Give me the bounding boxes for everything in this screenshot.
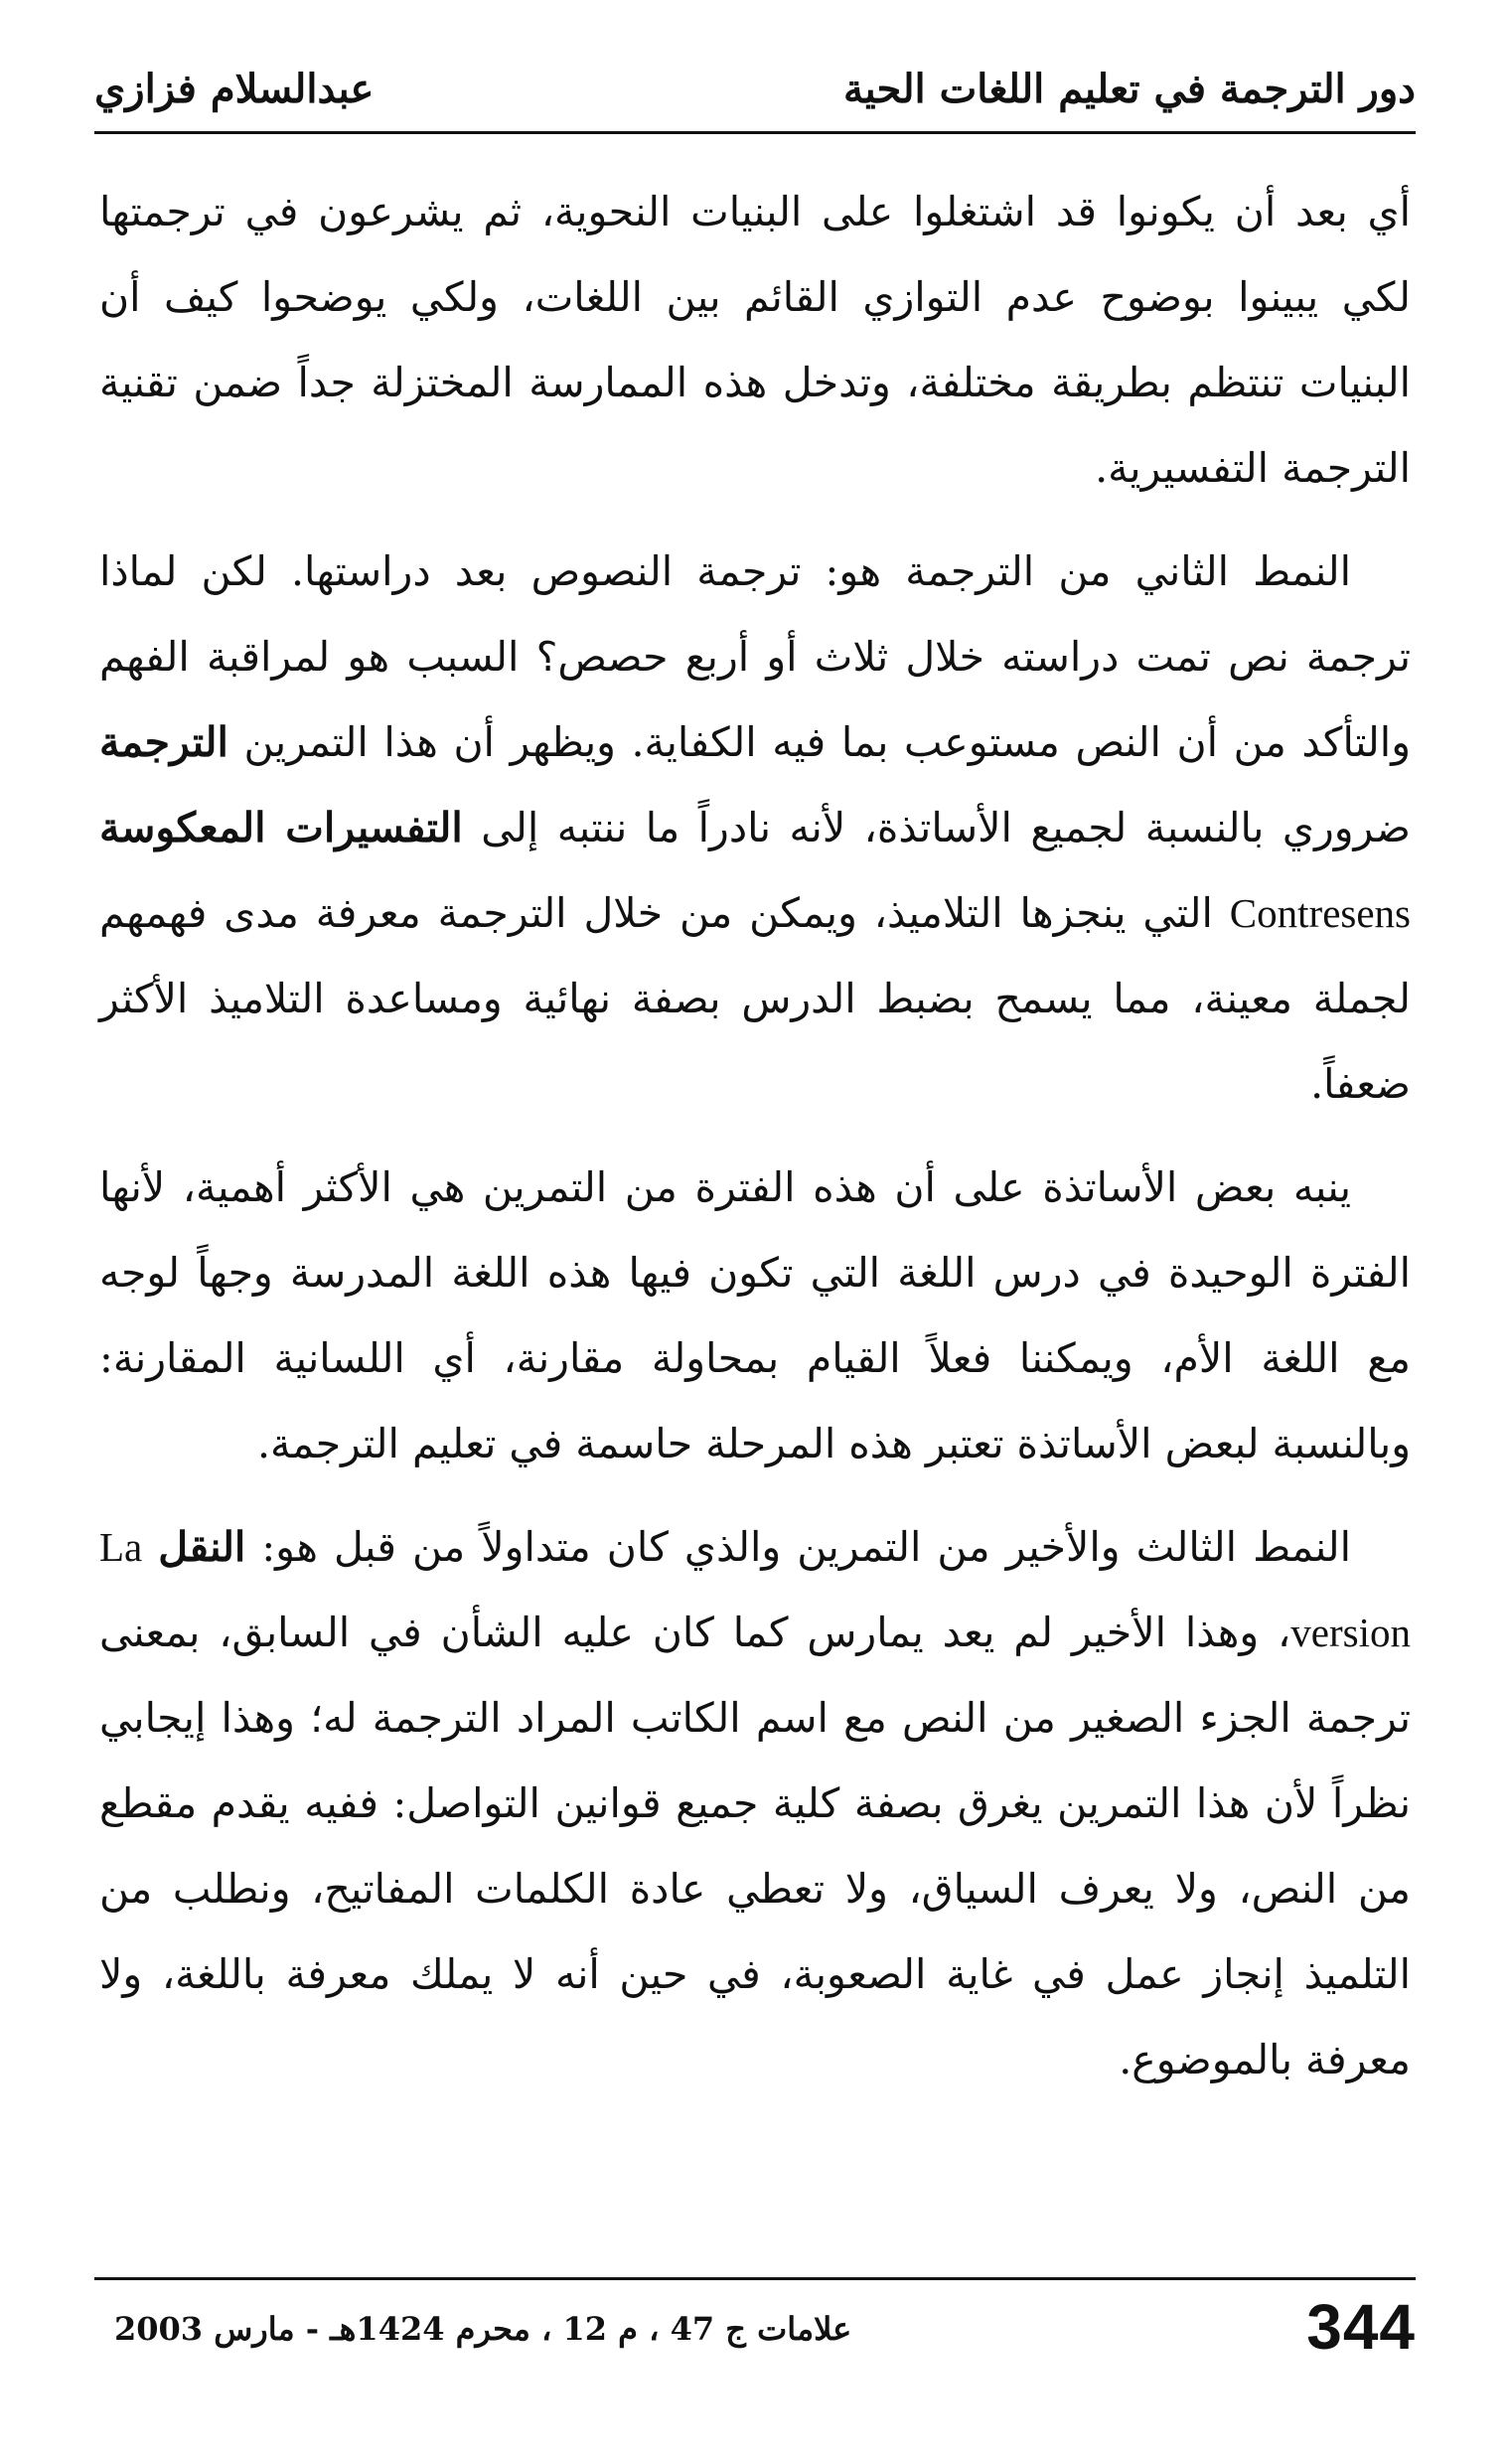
paragraph-2	[99, 529, 1411, 1127]
paragraph-1: أي بعد أن يكونوا قد اشتغلوا على البنيات النحوية، ثم يشرعون في ترجمتها لكي يبينوا بوضوح عدم التوازي القائم بين اللغات، ولكي يوضحوا كيف أن البنيات تنتظم بطريقة مختلفة، وتدخل هذه الممارسة المختزلة جداً ضمن تقنية الترجمة التفسيرية.	[99, 188, 1411, 492]
paragraph-3: ينبه بعض الأساتذة على أن هذه الفترة من التمرين هي الأكثر أهمية، لأنها الفترة الوحيدة في درس اللغة التي تكون فيها هذه اللغة المدرسة وجهاً لوجه مع اللغة الأم، ويمكننا فعلاً القيام بمحاولة مقارنة، أي اللسانية المقارنة: وبالنسبة لبعض الأساتذة تعتبر هذه المرحلة حاسمة في تعليم الترجمة.	[99, 1163, 1411, 1467]
page-footer	[94, 2290, 1416, 2409]
paragraph-4-part-a: النمط الثالث والأخير من التمرين والذي كان متداولاً من قبل هو:	[245, 1523, 1351, 1571]
term-la-version: La version	[99, 1524, 1411, 1655]
journal-citation: علامات ج 47 ، م 12 ، محرم 1424هـ - مارس 2003	[114, 2310, 852, 2348]
paragraph-4	[99, 1504, 1411, 2102]
term-translation: الترجمة	[99, 718, 228, 766]
page-number: 344	[1306, 2291, 1416, 2363]
paragraph-2-part-a: النمط الثاني من الترجمة هو: ترجمة النصوص بعد دراستها. لكن لماذا ترجمة نص تمت دراسته خلال ثلاث أو أربع حصص؟ السبب هو لمراقبة الفهم والتأكد من أن النص مستوعب بما فيه الكفاية. ويظهر أن هذا التمرين	[99, 547, 1411, 766]
footer-rule	[94, 2277, 1416, 2280]
page-header	[94, 48, 1416, 137]
term-reverse-interpretations: التفسيرات المعكوسة	[99, 804, 463, 851]
paragraph-2-part-c: ضروري بالنسبة لجميع الأساتذة، لأنه نادراً ما ننتبه إلى	[462, 804, 1411, 851]
term-contresens: Contresens	[1229, 890, 1411, 936]
paragraph-4-part-d: ، وهذا الأخير لم يعد يمارس كما كان عليه الشأن في السابق، بمعنى ترجمة الجزء الصغير من النص مع اسم الكاتب المراد الترجمة له؛ وهذا إيجابي نظراً لأن هذا التمرين يغرق بصفة كلية جميع قوانين التواصل: ففيه يقدم مقطع من النص، ولا يعرف السياق، ولا تعطي عادة الكلمات المفاتيح، ونطلب من التلميذ إنجاز عمل في غاية الصعوبة، في حين أنه لا يملك معرفة باللغة، ولا معرفة بالموضوع.	[99, 1609, 1411, 2083]
paragraph-2-part-f: التي ينجزها التلاميذ، ويمكن من خلال الترجمة معرفة مدى فهمهم لجملة معينة، مما يسمح بضبط الدرس بصفة نهائية ومساعدة التلاميذ الأكثر ضعفاً.	[99, 889, 1411, 1108]
header-rule	[94, 131, 1416, 134]
running-title: دور الترجمة في تعليم اللغات الحية	[843, 66, 1416, 112]
author-name: عبدالسلام فزازي	[94, 66, 375, 112]
body-text	[99, 169, 1411, 2120]
term-transfer: النقل	[158, 1523, 246, 1571]
